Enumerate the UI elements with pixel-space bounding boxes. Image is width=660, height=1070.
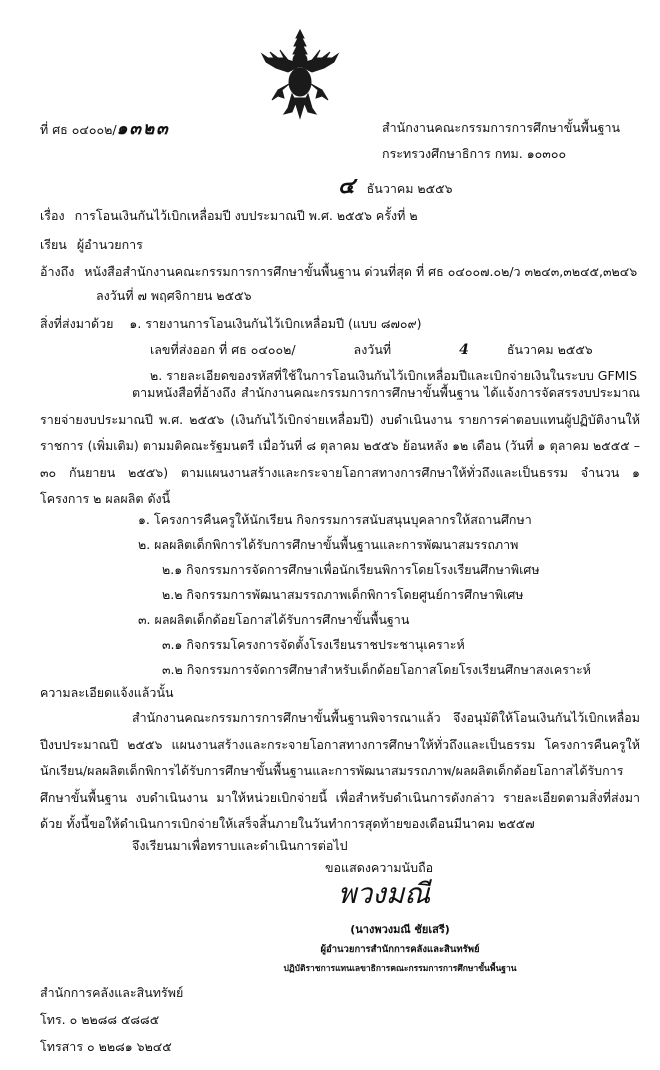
subject-text: การโอนเงินกันไว้เบิกเหลื่อมปี งบประมาณปี พ.ศ. ๒๕๕๖ ครั้งที่ ๒ [74,208,418,223]
signer-position-1: ผู้อำนวยการสำนักการคลังและสินทรัพย์ [320,944,480,955]
export-date-label: ลงวันที่ [353,342,392,357]
enclosure-label: สิ่งที่ส่งมาด้วย [40,316,114,331]
date-month-year: ธันวาคม ๒๕๕๖ [366,181,453,196]
subject-line [40,206,418,226]
list-item: ๒. ผลผลิตเด็กพิการได้รับการศึกษาขั้นพื้นฐานและการพัฒนาสมรรถภาพ [138,537,519,552]
list-item: ๑. โครงการคืนครูให้นักเรียน กิจกรรมการสนับสนุนบุคลากรให้สถานศึกษา [138,512,532,527]
footer-office: สำนักการคลังและสินทรัพย์ [40,985,184,1000]
reference-line [40,262,637,282]
addressee-line [40,235,143,255]
date-day-handwritten: ๔ [338,173,355,199]
list-item: ๓.๒ กิจกรรมการจัดการศึกษาสำหรับเด็กด้อยโอกาสโดยโรงเรียนศึกษาสงเคราะห์ [162,662,591,677]
handwritten-signature: พวงมณี [338,877,431,910]
issuer-line-1: สำนักงานคณะกรรมการการศึกษาขั้นพื้นฐาน [382,120,621,135]
addressee-label: เรียน [40,237,67,252]
body-paragraph-2: สำนักงานคณะกรรมการการศึกษาขั้นพื้นฐานพิจารณาแล้ว จึงอนุมัติให้โอนเงินกันไว้เบิกเหลื่อมปีงบประมาณปี ๒๕๕๖ แผนงานสร้างและกระจายโอกาสทางการศึกษาให้ทั่วถึงและเป็นธรรม โครงการคืนครูให้นักเรียน/ผลผลิตเด็กพิการได้รับการศึกษาขั้นพื้นฐานและการพัฒนาสมรรถภาพ/ผลผลิตเด็กด้อยโอกาสได้รับการศึกษาขั้นพื้นฐาน งบดำเนินงาน มาให้หน่วยเบิกจ่ายนี้ เพื่อสำหรับดำเนินการดังกล่าว รายละเอียดตามสิ่งที่ส่งมาด้วย ทั้งนี้ขอให้ดำเนินการเบิกจ่ายให้เสร็จสิ้นภายในวันทำการสุดท้ายของเดือนมีนาคม ๒๕๕๗ [40,710,640,831]
doc-number-handwritten: ๑๓๒๓ [116,119,170,139]
detail-line: ความละเอียดแจ้งแล้วนั้น [40,685,174,700]
document-number [40,115,170,142]
reference-date: ลงวันที่ ๗ พฤศจิกายน ๒๕๕๖ [96,288,252,303]
export-month-year: ธันวาคม ๒๕๕๖ [506,342,593,357]
footer-phone: โทร. ๐ ๒๒๘๘ ๕๘๘๕ [40,1012,160,1027]
subject-label: เรื่อง [40,208,65,223]
export-number-prefix: เลขที่ส่งออก ที่ ศธ ๐๔๐๐๒/ [150,342,296,357]
signer-position-2: ปฏิบัติราชการแทนเลขาธิการคณะกรรมการการศึกษาขั้นพื้นฐาน [283,964,517,974]
issuer-line-2: กระทรวงศึกษาธิการ กทม. ๑๐๓๐๐ [382,146,567,161]
garuda-emblem-icon [258,28,342,120]
body-paragraph-1: ตามหนังสือที่อ้างถึง สำนักงานคณะกรรมการการศึกษาขั้นพื้นฐาน ได้แจ้งการจัดสรรงบประมาณรายจ่ายงบประมาณปี พ.ศ. ๒๕๕๖ (เงินกันไว้เบิกจ่ายเหลื่อมปี) งบดำเนินงาน รายการค่าตอบแทนผู้ปฏิบัติงานให้ราชการ (เพิ่มเติม) ตามมติคณะรัฐมนตรี เมื่อวันที่ ๘ ตุลาคม ๒๕๕๖ ย้อนหลัง ๑๒ เดือน (วันที่ ๑ ตุลาคม ๒๕๕๕ – ๓๐ กันยายน ๒๕๕๖) ตามแผนงานสร้างและกระจายโอกาสทางการศึกษาให้ทั่วถึงและเป็นธรรม จำนวน ๑ โครงการ ๒ ผลผลิต ดังนี้ [40,385,640,506]
enclosure-item-2: ๒. รายละเอียดของรหัสที่ใช้ในการโอนเงินกันไว้เบิกเหลื่อมปีและเบิกจ่ายเงินในระบบ GFMIS [150,368,638,383]
signer-name: (นางพวงมณี ชัยเสรี) [350,923,450,936]
addressee-text: ผู้อำนวยการ [76,237,143,252]
closing-request: จึงเรียนมาเพื่อทราบและดำเนินการต่อไป [132,838,348,853]
export-day-handwritten: 4 [459,342,469,358]
document-date [338,168,453,203]
list-item: ๒.๒ กิจกรรมการพัฒนาสมรรถภาพเด็กพิการโดยศูนย์การศึกษาพิเศษ [162,587,524,602]
closing-salutation: ขอแสดงความนับถือ [325,860,434,875]
footer-fax: โทรสาร ๐ ๒๒๘๑ ๖๒๔๕ [40,1039,172,1054]
enclosure-export-number [150,340,593,360]
list-item: ๒.๑ กิจกรรมการจัดการศึกษาเพื่อนักเรียนพิการโดยโรงเรียนศึกษาพิเศษ [162,562,540,577]
enclosure-item-1: ๑. รายงานการโอนเงินกันไว้เบิกเหลื่อมปี (แบบ ๘๗๐๙) [129,316,422,331]
doc-number-prefix: ที่ ศธ ๐๔๐๐๒/ [40,122,117,137]
list-item: ๓. ผลผลิตเด็กด้อยโอกาสได้รับการศึกษาขั้นพื้นฐาน [138,612,410,627]
reference-label: อ้างถึง [40,264,75,279]
list-item: ๓.๑ กิจกรรมโครงการจัดตั้งโรงเรียนราชประชานุเคราะห์ [162,637,465,652]
reference-text-1: หนังสือสำนักงานคณะกรรมการการศึกษาขั้นพื้นฐาน ด่วนที่สุด ที่ ศธ ๐๔๐๐๗.๐๒/ว ๓๒๔๓,๓๒๔๕,๓๒๔๖ [84,264,638,279]
enclosure-line-1 [40,314,422,334]
